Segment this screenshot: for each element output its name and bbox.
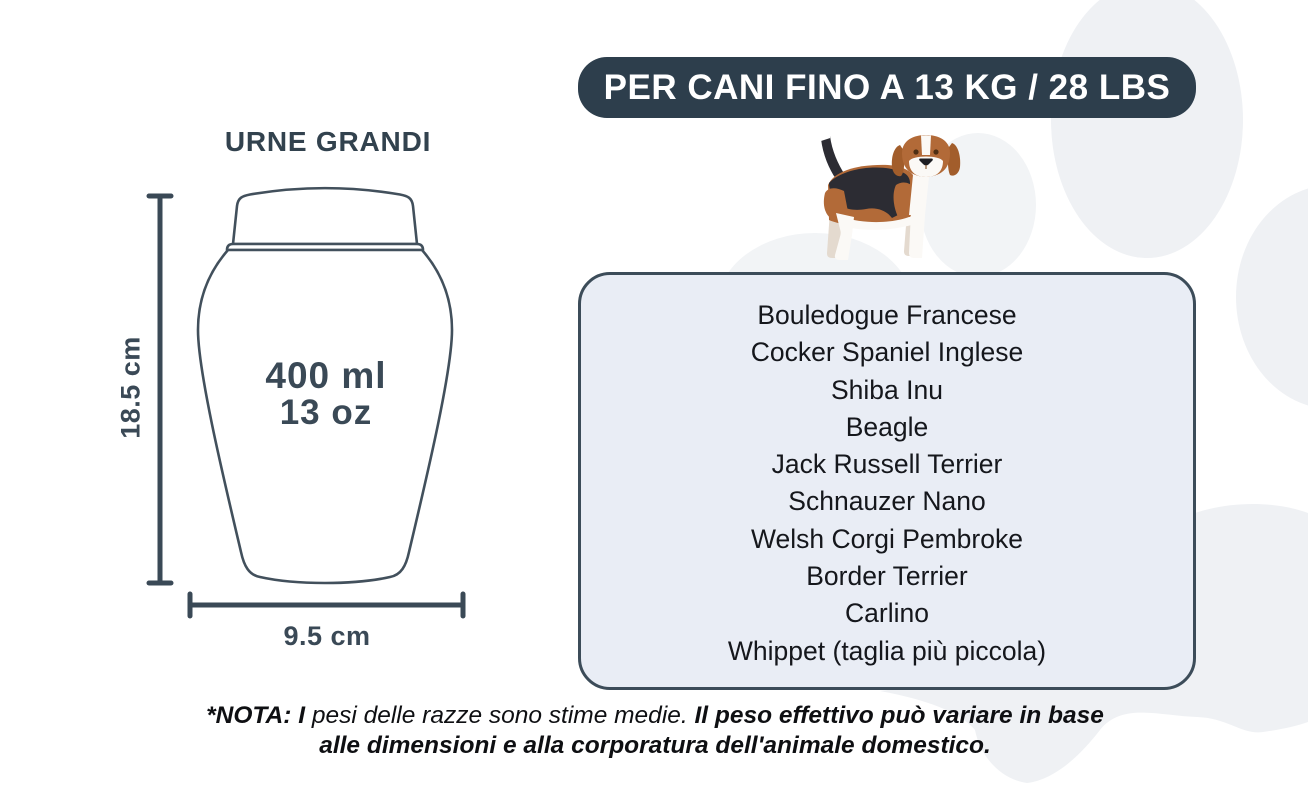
footnote-bold-1: Il peso effettivo può variare in base [694,702,1104,729]
weight-limit-label: PER CANI FINO A 13 KG / 28 LBS [603,67,1171,107]
urn-width-label: 9.5 cm [283,621,371,651]
breed-list-box [578,272,1196,690]
beagle-icon [792,131,978,271]
breed-item: Beagle [845,411,929,442]
breed-item: Shiba Inu [831,374,943,405]
footnote-prefix: *NOTA: I [206,702,306,729]
footnote-line-2 [102,731,1208,761]
footnote-line-1 [102,701,1208,731]
breed-item: Bouledogue Francese [757,300,1017,330]
footnote-regular: pesi delle razze sono stime medie. [305,702,695,729]
weight-limit-badge [578,57,1196,118]
breed-item: Carlino [845,598,929,629]
breed-item: Jack Russell Terrier [771,449,1003,480]
breed-list [581,297,1193,670]
urn-volume-oz: 13 oz [279,393,373,432]
height-dimension-line [149,196,171,583]
breed-item: Border Terrier [806,561,968,592]
footnote [102,701,1208,761]
urn-lid [233,188,417,244]
breed-item: Whippet (taglia più piccola) [727,635,1047,666]
footnote-bold-2: alle dimensioni e alla corporatura dell'animale domestico. [319,732,991,759]
urn-height-label: 18.5 cm [115,336,146,439]
width-dimension-line [190,594,463,616]
urn-volume-ml: 400 ml [265,355,387,396]
breed-item: Schnauzer Nano [788,486,986,517]
urn-section-title: URNE GRANDI [224,126,432,157]
breed-item: Cocker Spaniel Inglese [750,337,1024,368]
breed-item: Welsh Corgi Pembroke [751,523,1023,554]
